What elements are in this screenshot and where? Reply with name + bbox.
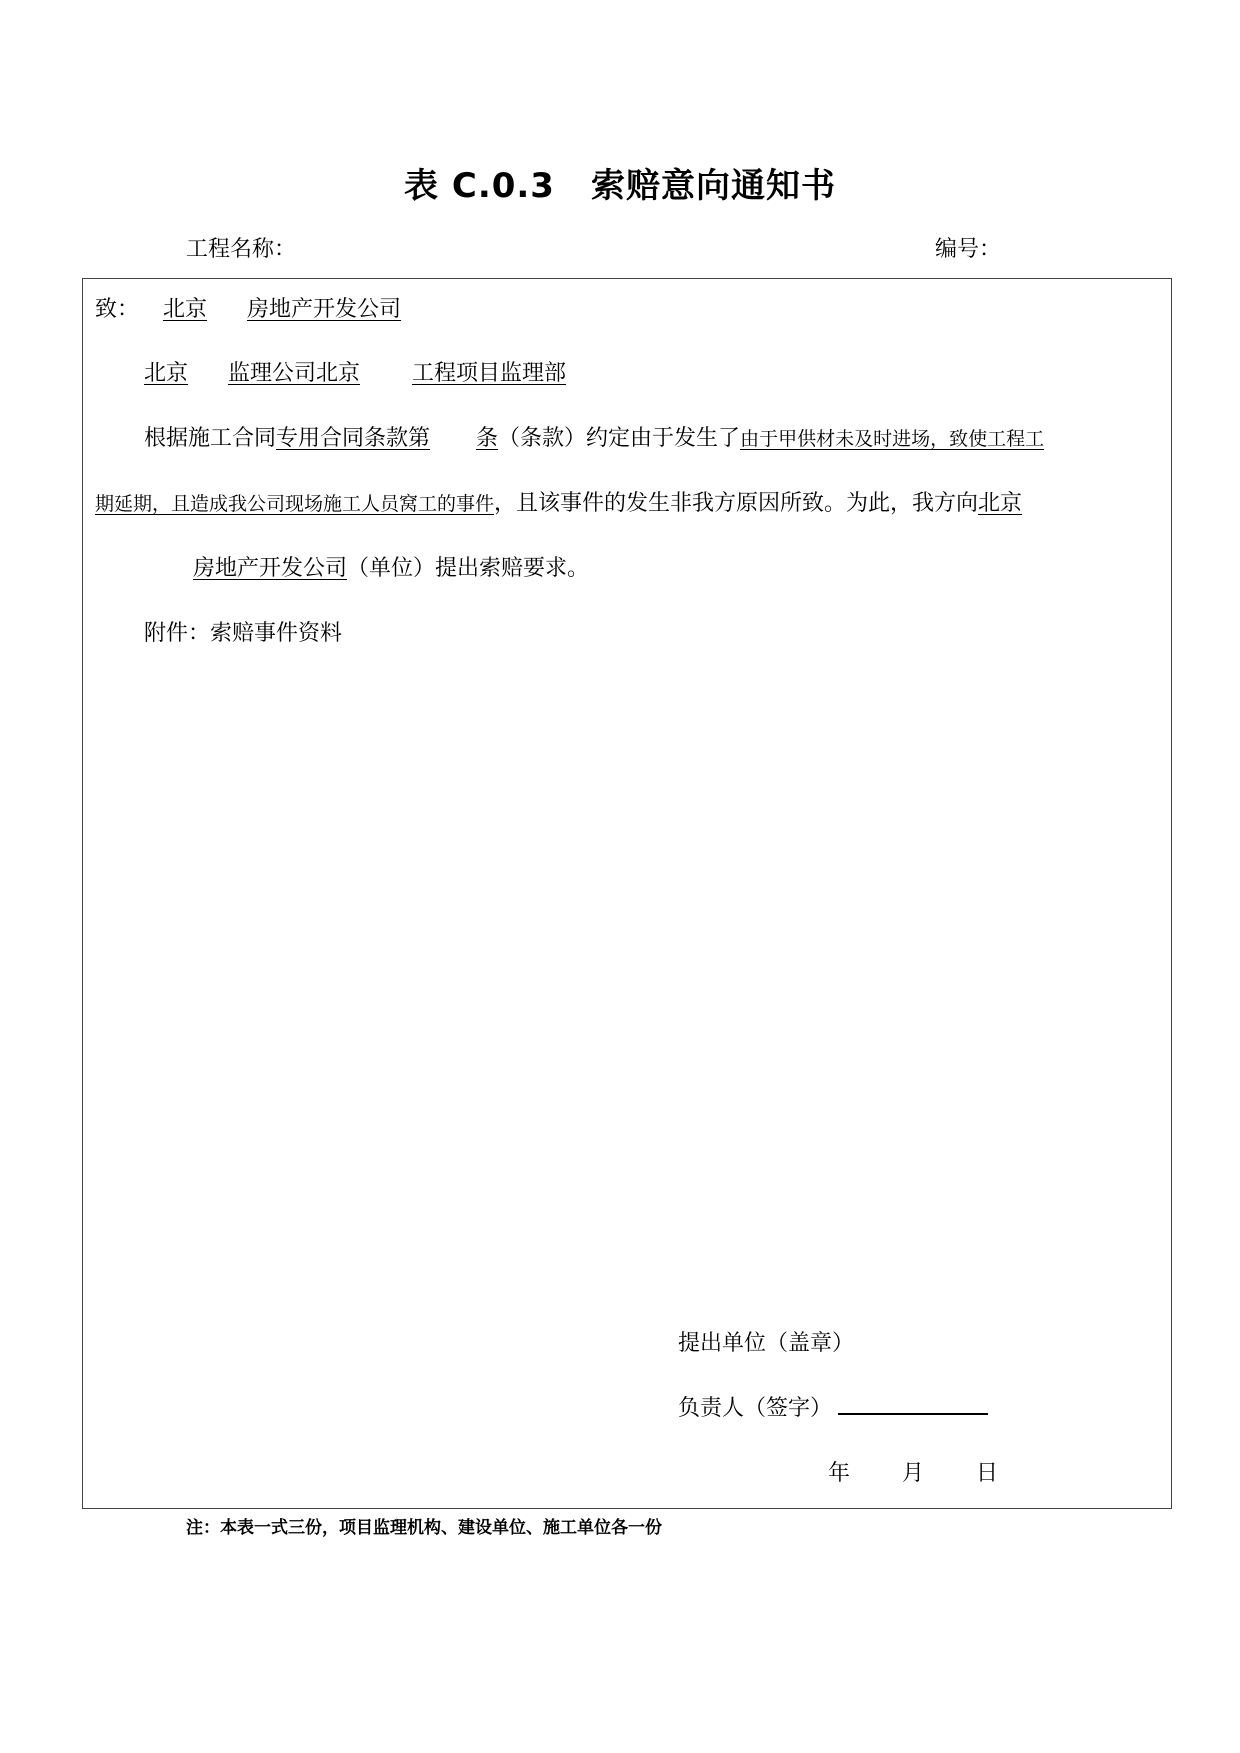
claim-event-part2: 期延期，且造成我公司现场施工人员窝工的事件 <box>95 493 495 515</box>
supervisor-name: 北京 监理公司北京 工程项目监理部 <box>144 361 567 386</box>
contract-clause: 专用合同条款第 条 <box>276 426 499 451</box>
attachment-line: 附件：索赔事件资料 <box>144 621 343 646</box>
contract-provision: （条款）约定由于发生了 <box>498 426 741 451</box>
claim-request: （单位）提出索赔要求。 <box>347 556 590 581</box>
paragraph-line-1 <box>144 424 1044 454</box>
paragraph-line-2 <box>95 489 1030 519</box>
form-title <box>0 158 1240 207</box>
form-title-main: 索赔意向通知书 <box>590 166 836 206</box>
paragraph-line-3 <box>95 554 589 584</box>
submitting-unit-label: 提出单位（盖章） <box>678 1331 855 1356</box>
claim-reason: ，且该事件的发生非我方原因所致。为此，我方向 <box>494 491 979 516</box>
addressee-owner: 北京 房地产开发公司 <box>163 297 402 322</box>
responsible-person-label: 负责人（签字） <box>678 1396 833 1421</box>
project-name-label: 工程名称： <box>186 237 297 262</box>
date-month: 月 <box>902 1461 925 1486</box>
date-line <box>828 1459 998 1489</box>
date-day: 日 <box>976 1461 999 1486</box>
form-number-label: 编号： <box>935 237 1002 262</box>
signature-field[interactable] <box>838 1412 988 1415</box>
responsible-person-line <box>678 1394 988 1424</box>
footer-note: 注：本表一式三份，项目监理机构、建设单位、施工单位各一份 <box>186 1518 662 1538</box>
claim-recipient-part1: 北京 <box>978 491 1023 516</box>
claim-event-part1: 由于甲供材未及时进场，致使工程工 <box>740 428 1045 450</box>
form-content-box <box>82 278 1172 1509</box>
supervisor-line <box>144 359 566 389</box>
addressee-label: 致： <box>95 297 140 322</box>
date-year: 年 <box>828 1461 851 1486</box>
contract-intro: 根据施工合同 <box>144 426 277 451</box>
form-title-prefix: 表 C.0.3 <box>404 166 555 206</box>
claim-recipient-part2: 房地产开发公司 <box>193 556 348 581</box>
addressee-line <box>95 295 415 325</box>
